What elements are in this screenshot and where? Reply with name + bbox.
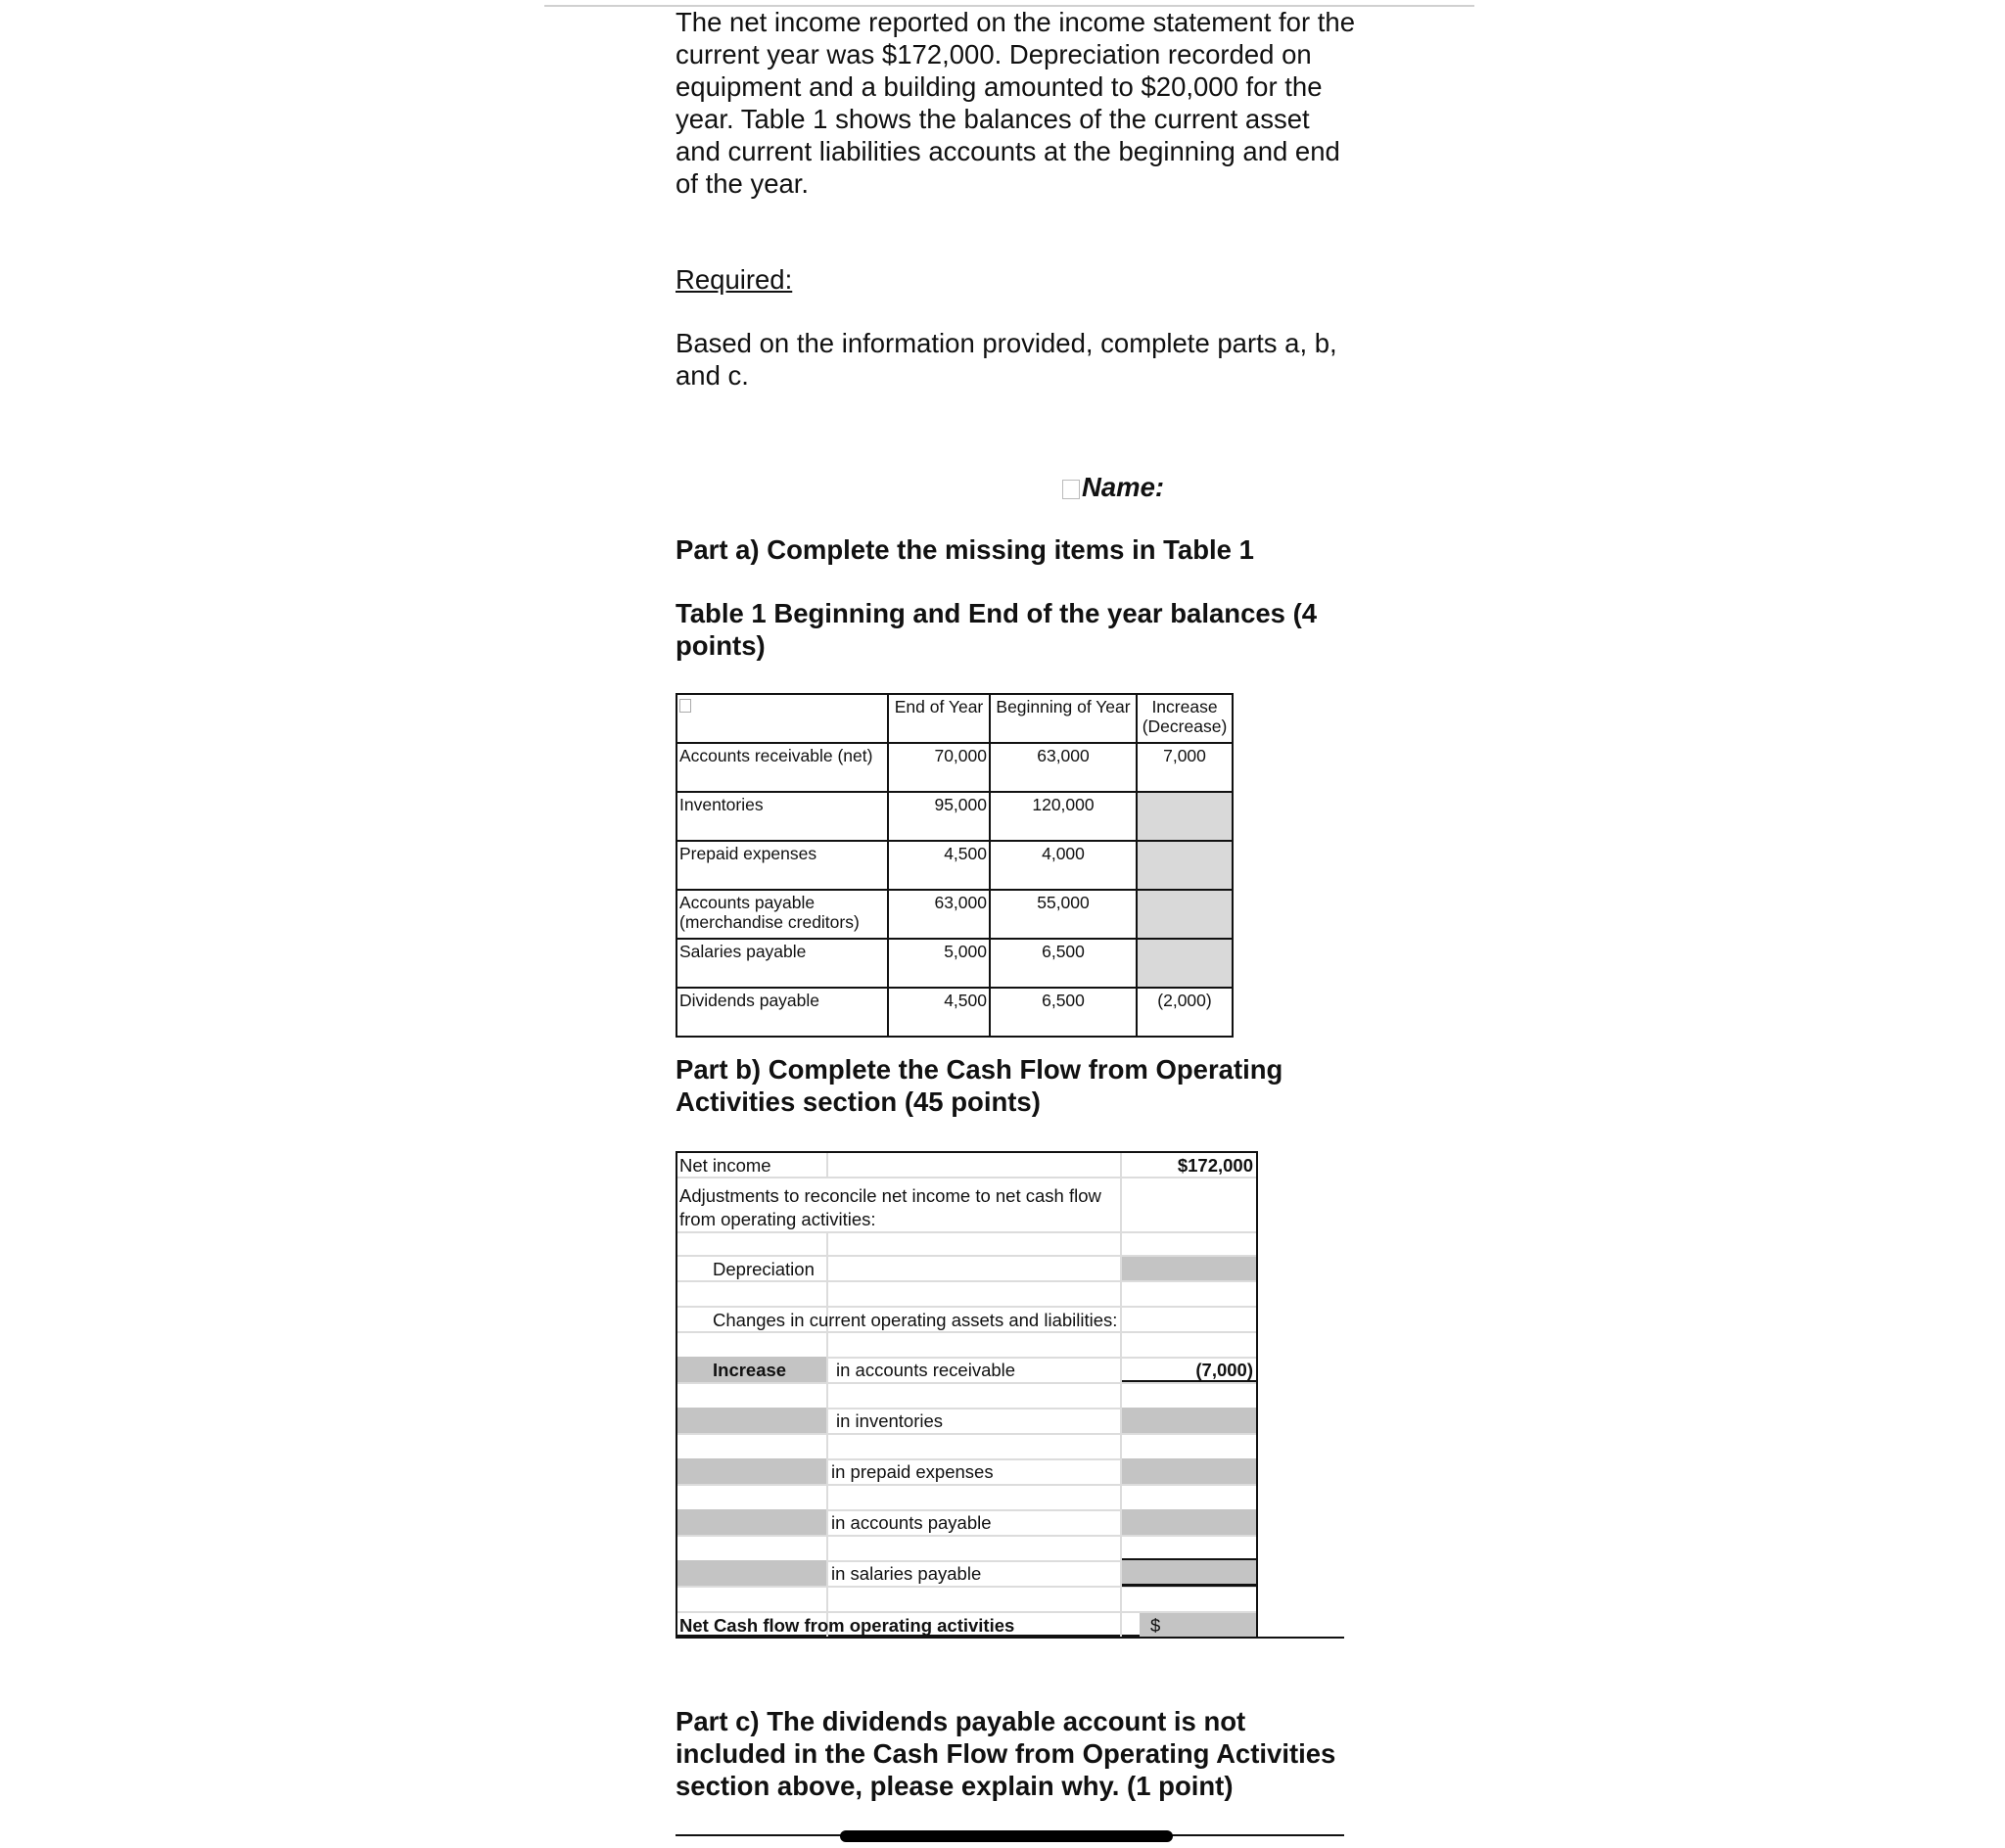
- begin-value: 6,500: [990, 988, 1137, 1037]
- begin-value: 55,000: [990, 890, 1137, 939]
- row-label: Inventories: [676, 792, 888, 841]
- change-value: 7,000: [1137, 743, 1233, 792]
- row-label: Dividends payable: [676, 988, 888, 1037]
- row-divider: [677, 1231, 1256, 1233]
- change-value: (2,000): [1137, 988, 1233, 1037]
- changes-label: Changes in current operating assets and liabilities:: [713, 1310, 1118, 1330]
- begin-value: 120,000: [990, 792, 1137, 841]
- payable-answer-cell[interactable]: [1122, 1509, 1256, 1535]
- checkbox-placeholder-icon: [679, 699, 691, 713]
- table-1-title: Table 1 Beginning and End of the year balances (4 points): [676, 598, 1318, 661]
- prepaid-answer-cell[interactable]: [1122, 1458, 1256, 1484]
- table-row: [676, 841, 1233, 890]
- header-empty-cell: [676, 694, 888, 743]
- total-dollar-sign: $: [1150, 1615, 1161, 1636]
- row-divider: [677, 1382, 1256, 1384]
- header-end-of-year: End of Year: [888, 694, 990, 743]
- row-label: Accounts payable (merchandise creditors): [676, 890, 888, 939]
- total-label: Net Cash flow from operating activities: [679, 1615, 1015, 1636]
- change-answer-cell[interactable]: [1137, 890, 1233, 939]
- part-b-heading: Part b) Complete the Cash Flow from Operating Activities section (45 points): [676, 1054, 1283, 1117]
- net-income-label: Net income: [679, 1155, 771, 1176]
- table-row: [676, 890, 1233, 939]
- table-row: [676, 792, 1233, 841]
- change-answer-cell[interactable]: [1137, 841, 1233, 890]
- end-value: 70,000: [888, 743, 990, 792]
- cash-flow-table: [676, 1151, 1258, 1637]
- header-increase-decrease: Increase (Decrease): [1137, 694, 1233, 743]
- ar-adjustment-value: (7,000): [1195, 1360, 1253, 1380]
- required-label: Required:: [676, 264, 793, 295]
- salaries-answer-cell[interactable]: [1122, 1560, 1256, 1586]
- increase-label: Increase: [713, 1360, 787, 1380]
- change-answer-cell[interactable]: [1137, 939, 1233, 988]
- section-rule: [676, 1637, 1344, 1639]
- salaries-direction-cell[interactable]: [677, 1560, 826, 1586]
- balances-table: [676, 693, 1234, 1038]
- table-row: [676, 939, 1233, 988]
- payable-direction-cell[interactable]: [677, 1509, 826, 1535]
- row-divider: [677, 1484, 1256, 1486]
- header-beginning-of-year: Beginning of Year: [990, 694, 1137, 743]
- change-answer-cell[interactable]: [1137, 792, 1233, 841]
- prepaid-direction-cell[interactable]: [677, 1458, 826, 1484]
- begin-value: 6,500: [990, 939, 1137, 988]
- item-inventories: in inventories: [836, 1410, 944, 1431]
- begin-value: 63,000: [990, 743, 1137, 792]
- item-prepaid-expenses: in prepaid expenses: [831, 1461, 994, 1482]
- depreciation-label: Depreciation: [713, 1259, 815, 1279]
- row-label: Accounts receivable (net): [676, 743, 888, 792]
- amount-rule: [1122, 1558, 1256, 1560]
- begin-value: 4,000: [990, 841, 1137, 890]
- end-value: 4,500: [888, 988, 990, 1037]
- amount-rule: [1122, 1584, 1256, 1587]
- table-row: [676, 988, 1233, 1037]
- end-value: 63,000: [888, 890, 990, 939]
- end-value: 4,500: [888, 841, 990, 890]
- end-value: 95,000: [888, 792, 990, 841]
- row-label: Salaries payable: [676, 939, 888, 988]
- net-income-value: $172,000: [1177, 1155, 1253, 1176]
- end-value: 5,000: [888, 939, 990, 988]
- column-divider: [826, 1153, 828, 1178]
- item-salaries-payable: in salaries payable: [831, 1563, 982, 1584]
- item-accounts-receivable: in accounts receivable: [836, 1360, 1016, 1380]
- checkbox-placeholder-icon: [1062, 480, 1080, 499]
- row-divider: [677, 1433, 1256, 1435]
- name-field: [1062, 472, 1164, 503]
- part-a-heading: Part a) Complete the missing items in Table 1: [676, 534, 1254, 565]
- row-divider: [677, 1535, 1256, 1537]
- instructions-paragraph: Based on the information provided, complete parts a, b, and c.: [676, 328, 1337, 391]
- name-label: Name:: [1082, 472, 1165, 502]
- item-accounts-payable: in accounts payable: [831, 1512, 992, 1533]
- intro-paragraph: The net income reported on the income statement for the current year was $172,000. Depreciation recorded on equipment and a building amounted to $20,000 for the year. Table 1 shows the balances of the current asset and current liabilities accounts at the beginning and end of the year.: [676, 7, 1355, 199]
- row-divider: [677, 1177, 1256, 1178]
- row-divider: [677, 1280, 1256, 1282]
- row-label: Prepaid expenses: [676, 841, 888, 890]
- table-row: [676, 743, 1233, 792]
- row-divider: [677, 1331, 1256, 1333]
- row-divider: [677, 1306, 1256, 1308]
- table-header-row: [676, 694, 1233, 743]
- inventories-direction-cell[interactable]: [677, 1408, 826, 1433]
- adjustments-label: Adjustments to reconcile net income to net cash flow from operating activities:: [679, 1185, 1101, 1229]
- part-c-heading: Part c) The dividends payable account is not included in the Cash Flow from Operating Activities section above, please explain why. (1 point): [676, 1706, 1336, 1801]
- inventories-answer-cell[interactable]: [1122, 1408, 1256, 1433]
- depreciation-answer-cell[interactable]: [1122, 1257, 1256, 1280]
- home-indicator[interactable]: [840, 1830, 1173, 1842]
